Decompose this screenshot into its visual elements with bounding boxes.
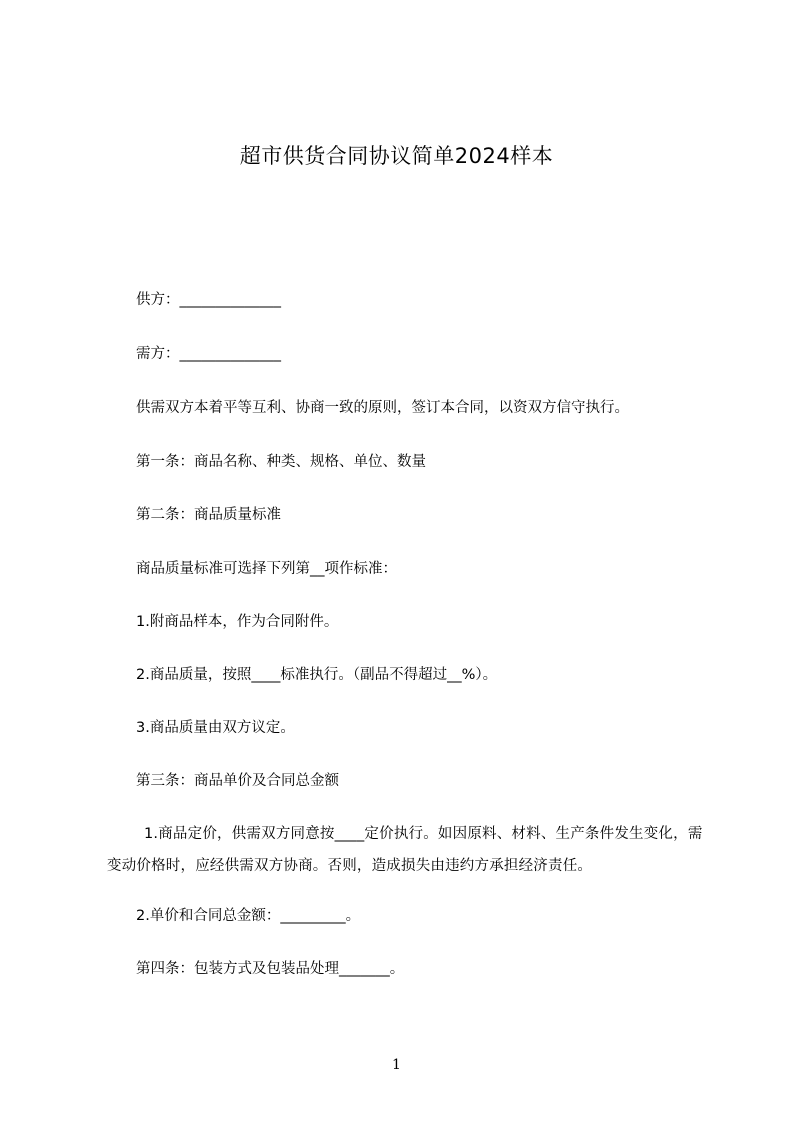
quality-item-3: 3.商品质量由双方议定。 bbox=[136, 720, 295, 736]
pricing-item-2: 2.单价和合同总金额：_________。 bbox=[136, 908, 361, 924]
quality-item-2: 2.商品质量，按照____标准执行。（副品不得超过__%）。 bbox=[136, 667, 498, 683]
article-1-heading: 第一条：商品名称、种类、规格、单位、数量 bbox=[136, 454, 426, 470]
quality-item-1: 1.附商品样本，作为合同附件。 bbox=[136, 614, 339, 630]
article-2-heading: 第二条：商品质量标准 bbox=[136, 507, 281, 523]
quality-standard-paragraph: 商品质量标准可选择下列第__项作标准： bbox=[136, 561, 397, 577]
supplier-line: 供方：______________ bbox=[136, 292, 281, 308]
page-number: 1 bbox=[392, 1057, 401, 1073]
article-4-heading: 第四条：包装方式及包装品处理_______。 bbox=[136, 961, 405, 977]
article-3-heading: 第三条：商品单价及合同总金额 bbox=[136, 773, 339, 789]
buyer-line: 需方：______________ bbox=[136, 346, 281, 362]
pricing-item-1: 1.商品定价，供需双方同意按____定价执行。如因原料、材料、生产条件发生变化，需变动价格时，应经供需双方协商。否则，造成损失由违约方承担经济责任。 bbox=[107, 826, 703, 874]
document-title: 超市供货合同协议简单2024样本 bbox=[239, 144, 554, 168]
preamble-paragraph: 供需双方本着平等互利、协商一致的原则，签订本合同，以资双方信守执行。 bbox=[136, 400, 629, 416]
